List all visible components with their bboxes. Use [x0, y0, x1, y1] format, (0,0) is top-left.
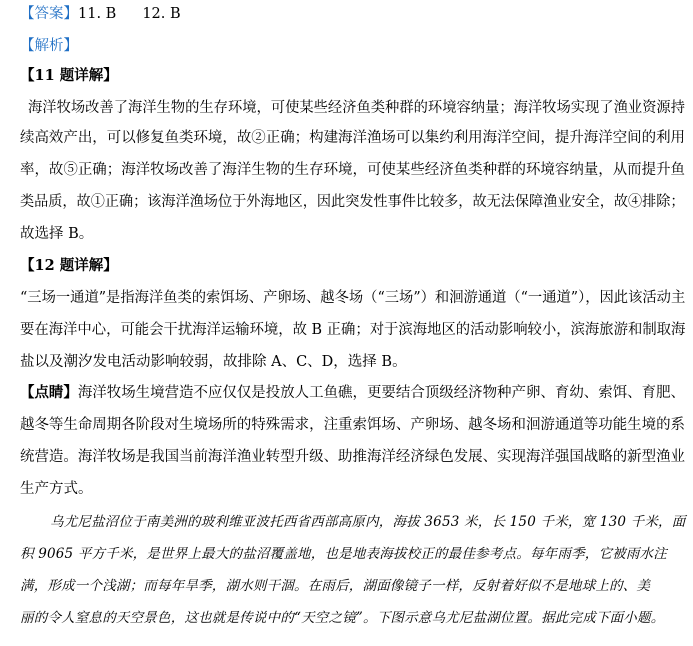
passage-line-3: 满，形成一个浅湖；而每年旱季，湖水则干涸。在雨后，湖面像镜子一样，反射着好似不是地球上的、美: [20, 578, 651, 594]
tip-line-1: [20, 383, 685, 403]
analysis-label: 【解析】: [20, 38, 78, 54]
q11-line-2: 续高效产出，可以修复鱼类环境，故②正确；构建海洋渔场可以集约利用海洋空间，提升海洋空间的利用: [20, 130, 685, 146]
q11-line-4: 类品质，故①正确；该海洋渔场位于外海地区，因此突发性事件比较多，故无法保障渔业安全，故④排除；: [20, 194, 685, 210]
q12-line-3: 盐以及潮汐发电活动影响较弱，故排除 A、C、D，选择 B。: [20, 354, 407, 370]
tip-line-3: 统营造。海洋牧场是我国当前海洋渔业转型升级、助推海洋经济绿色发展、实现海洋强国战略的新型渔业: [20, 449, 685, 465]
answer-12: 12. B: [142, 6, 181, 22]
q12-heading: 【12 题详解】: [20, 257, 118, 274]
tip-label: 【点睛】: [20, 384, 78, 401]
passage-line-4: 丽的令人窒息的天空景色，这也就是传说中的“天空之镜”。下图示意乌尤尼盐湖位置。据此完成下面小题。: [20, 610, 665, 626]
q12-line-2: 要在海洋中心，可能会干扰海洋运输环境，故 B 正确；对于滨海地区的活动影响较小，滨海旅游和制取海: [20, 322, 686, 338]
tip-line-2: 越冬等生命周期各阶段对生境场所的特殊需求，注重索饵场、产卵场、越冬场和洄游通道等功能生境的系: [20, 417, 685, 433]
q11-line-3: 率，故⑤正确；海洋牧场改善了海洋生物的生存环境，可使某些经济鱼类种群的环境容纳量，从而提升鱼: [20, 162, 685, 178]
answer-11: 11. B: [78, 6, 117, 22]
passage-line-1: 乌尤尼盐沼位于南美洲的玻利维亚波托西省西部高原内，海拔 3653 米，长 150 千米，宽 130 千米，面: [50, 514, 686, 530]
tip-text-1: 海洋牧场生境营造不应仅仅是投放人工鱼礁，更要结合顶级经济物种产卵、育幼、索饵、育肥、: [77, 385, 685, 401]
answer-line: [20, 4, 181, 24]
q12-line-1: “三场一通道”是指海洋鱼类的索饵场、产卵场、越冬场（“三场”）和洄游通道（“一通道”），因此该活动主: [20, 290, 686, 306]
q11-line-5: 故选择 B。: [20, 226, 94, 242]
tip-line-4: 生产方式。: [20, 481, 93, 497]
passage-line-2: 积 9065 平方千米，是世界上最大的盐沼覆盖地，也是地表海拔校正的最佳参考点。每年雨季，它被雨水注: [20, 546, 667, 562]
answer-label: 【答案】: [20, 6, 78, 22]
q11-heading: 【11 题详解】: [20, 67, 118, 84]
q11-line-1: 海洋牧场改善了海洋生物的生存环境，可使某些经济鱼类种群的环境容纳量；海洋牧场实现了渔业资源持: [28, 100, 685, 116]
